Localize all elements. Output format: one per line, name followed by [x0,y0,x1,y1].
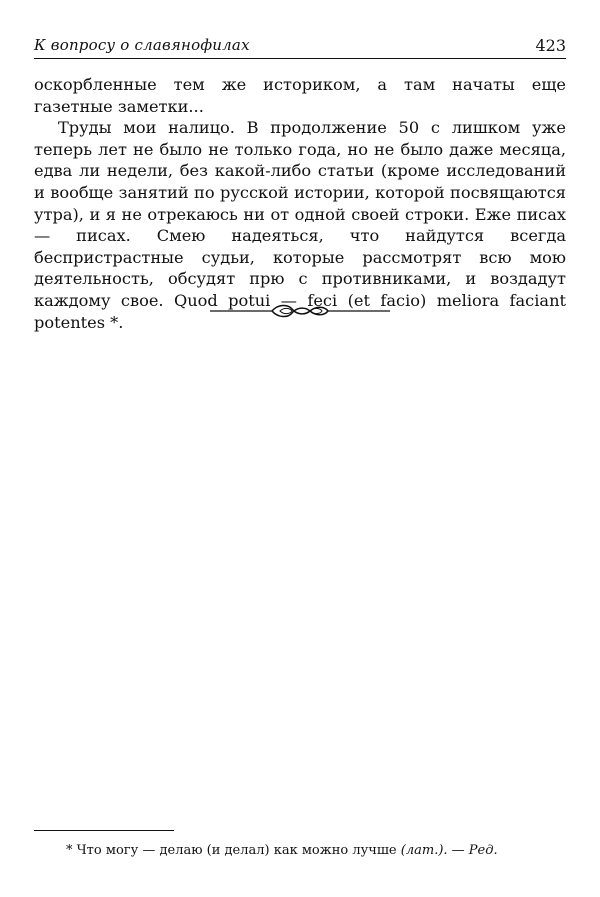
page-number: 423 [535,36,566,55]
footnote-lang-note: (лат.). — Ред. [400,843,498,858]
paragraph-main: Труды мои налицо. В продолжение 50 с лишком уже теперь лет не было не только года, но не было даже месяца, едва ли недели, без какой-либо статьи (кроме исследований и вообще занятий по русской истории, которой посвящаются утра), и я не отрекаюсь ни от одной своей строки. Еже писах — писах. Смею надеяться, что найдутся всегда беспристрастные судьи, которые рассмотрят всю мою деятельность, обсудят прю с противниками, и воздадут каждому свое. Quod potui — feci (et facio) meliora faciant potentes *. [34,118,566,332]
footnote-text: * Что могу — делаю (и делал) как можно лучше [66,843,397,858]
body-text [34,74,566,333]
flourish-divider-icon [210,296,390,326]
running-header [34,36,566,59]
paragraph-continuation: оскорбленные тем же историком, а там начаты еще газетные заметки... [34,75,566,116]
footnote-rule [34,830,174,831]
running-title: К вопросу о славянофилах [34,36,250,54]
footnote [66,843,498,858]
